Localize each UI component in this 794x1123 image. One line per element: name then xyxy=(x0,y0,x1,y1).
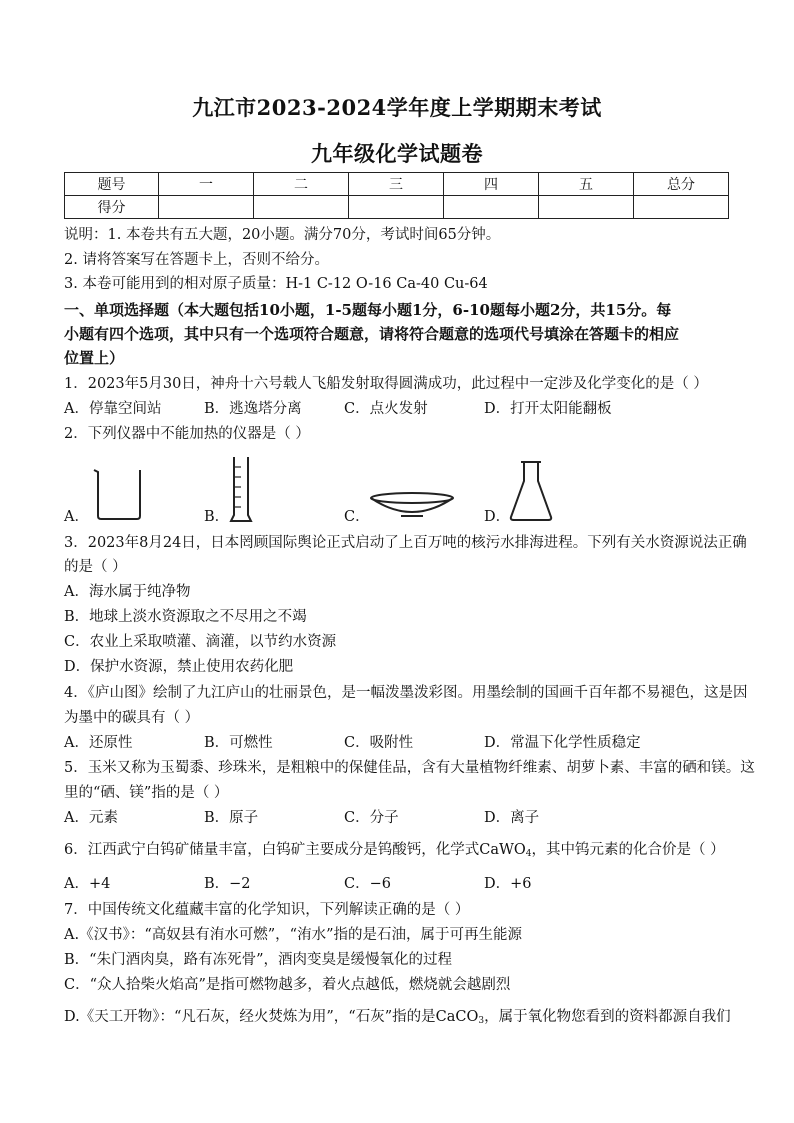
evaporating-dish-icon xyxy=(367,488,457,524)
option-a: A．元素 xyxy=(64,810,118,826)
score-table xyxy=(64,172,729,219)
option-d: D．打开太阳能翻板 xyxy=(484,401,612,417)
question-3-stem-cont: 的是（ ） xyxy=(64,559,127,575)
stem-text: 6．江西武宁白钨矿储量丰富，白钨矿主要成分是钨酸钙，化学式CaWO xyxy=(64,842,526,858)
note-line: 2. 请将答案写在答题卡上，否则不给分。 xyxy=(64,252,329,268)
exam-title: 九江市2023-2024学年度上学期期末考试 xyxy=(192,95,602,120)
table-cell: 三 xyxy=(349,173,444,196)
option-b: B． xyxy=(204,509,230,525)
table-cell: 五 xyxy=(539,173,634,196)
option-d: D．保护水资源，禁止使用农药化肥 xyxy=(64,659,294,675)
option-d xyxy=(64,1007,744,1031)
score-cell xyxy=(159,196,254,219)
stem-text: ，其中钨元素的化合价是（ ） xyxy=(531,842,725,858)
graduated-cylinder-icon xyxy=(229,455,253,523)
subscript: 3 xyxy=(478,1016,485,1026)
option-a: A． xyxy=(64,509,89,525)
table-cell: 四 xyxy=(444,173,539,196)
beaker-icon xyxy=(90,466,150,522)
option-c: C．吸附性 xyxy=(344,735,414,751)
option-c: C．“众人拾柴火焰高”是指可燃物越多，着火点越低，燃烧就会越剧烈 xyxy=(64,977,511,993)
option-b: B．−2 xyxy=(204,876,251,892)
score-table-header-row xyxy=(65,173,729,196)
table-cell: 得分 xyxy=(65,196,159,219)
option-b: B．可燃性 xyxy=(204,735,273,751)
option-a: A．停靠空间站 xyxy=(64,401,162,417)
option-b: B．原子 xyxy=(204,810,259,826)
option-c: C．−6 xyxy=(344,876,391,892)
score-table-score-row xyxy=(65,196,729,219)
option-b: B．逃逸塔分离 xyxy=(204,401,302,417)
question-4-stem: 4．《庐山图》绘制了九江庐山的壮丽景色，是一幅泼墨泼彩图。用墨绘制的国画千百年都不易褪色，这是因 xyxy=(64,685,748,701)
option-a: A．还原性 xyxy=(64,735,133,751)
table-cell: 题号 xyxy=(65,173,159,196)
question-1-stem: 1．2023年5月30日，神舟十六号载人飞船发射取得圆满成功，此过程中一定涉及化学变化的是（ ） xyxy=(64,376,708,392)
score-cell xyxy=(254,196,349,219)
question-7-stem: 7．中国传统文化蕴藏丰富的化学知识，下列解读正确的是（ ） xyxy=(64,902,470,918)
question-5-stem: 5．玉米又称为玉蜀黍、珍珠米，是粗粮中的保健佳品，含有大量植物纤维素、胡萝卜素、丰富的硒和镁。这 xyxy=(64,760,755,776)
note-line: 3. 本卷可能用到的相对原子质量：H-1 C-12 O-16 Ca-40 Cu-64 xyxy=(64,276,488,292)
section-line: 位置上） xyxy=(64,349,125,367)
score-cell xyxy=(444,196,539,219)
option-d: D．离子 xyxy=(484,810,540,826)
section-line: 小题有四个选项，其中只有一个选项符合题意，请将符合题意的选项代号填涂在答题卡的相应 xyxy=(64,325,680,343)
option-d: D．+6 xyxy=(484,876,532,892)
exam-subtitle: 九年级化学试题卷 xyxy=(311,141,483,166)
question-4-stem-cont: 为墨中的碳具有（ ） xyxy=(64,710,200,726)
question-2-stem: 2．下列仪器中不能加热的仪器是（ ） xyxy=(64,426,310,442)
option-c: C．点火发射 xyxy=(344,401,428,417)
subscript: 4 xyxy=(525,849,532,859)
question-5-stem-cont: 里的“硒、镁”指的是（ ） xyxy=(64,785,229,801)
section-line: 一、单项选择题（本大题包括10小题，1-5题每小题1分，6-10题每小题2分，共15分。每 xyxy=(64,301,672,319)
question-6-stem xyxy=(64,840,744,864)
score-cell xyxy=(634,196,729,219)
option-a: A.《汉书》：“高奴县有洧水可燃”，“洧水”指的是石油，属于可再生能源 xyxy=(64,927,522,943)
option-a: A．+4 xyxy=(64,876,111,892)
table-cell: 总分 xyxy=(634,173,729,196)
option-b: B．“朱门酒肉臭，路有冻死骨”，酒肉变臭是缓慢氧化的过程 xyxy=(64,952,452,968)
option-text: ，属于氧化物您看到的资料都源自我们 xyxy=(484,1009,731,1025)
score-cell xyxy=(349,196,444,219)
option-c: C． xyxy=(344,509,370,525)
table-cell: 二 xyxy=(254,173,349,196)
option-a: A．海水属于纯净物 xyxy=(64,584,191,600)
note-line: 说明：1. 本卷共有五大题，20小题。满分70分，考试时间65分钟。 xyxy=(64,227,501,243)
option-d: D．常温下化学性质稳定 xyxy=(484,735,641,751)
section-1-heading xyxy=(64,298,734,370)
score-cell xyxy=(539,196,634,219)
option-d: D． xyxy=(484,509,511,525)
table-cell: 一 xyxy=(159,173,254,196)
option-c: C．农业上采取喷灌、滴灌，以节约水资源 xyxy=(64,634,337,650)
option-text: D.《天工开物》：“凡石灰，经火焚炼为用”，“石灰”指的是CaCO xyxy=(64,1009,479,1025)
option-c: C．分子 xyxy=(344,810,399,826)
conical-flask-icon xyxy=(508,459,554,523)
option-b: B．地球上淡水资源取之不尽用之不竭 xyxy=(64,609,307,625)
question-3-stem: 3．2023年8月24日，日本罔顾国际舆论正式启动了上百万吨的核污水排海进程。下列有关水资源说法正确 xyxy=(64,535,747,551)
